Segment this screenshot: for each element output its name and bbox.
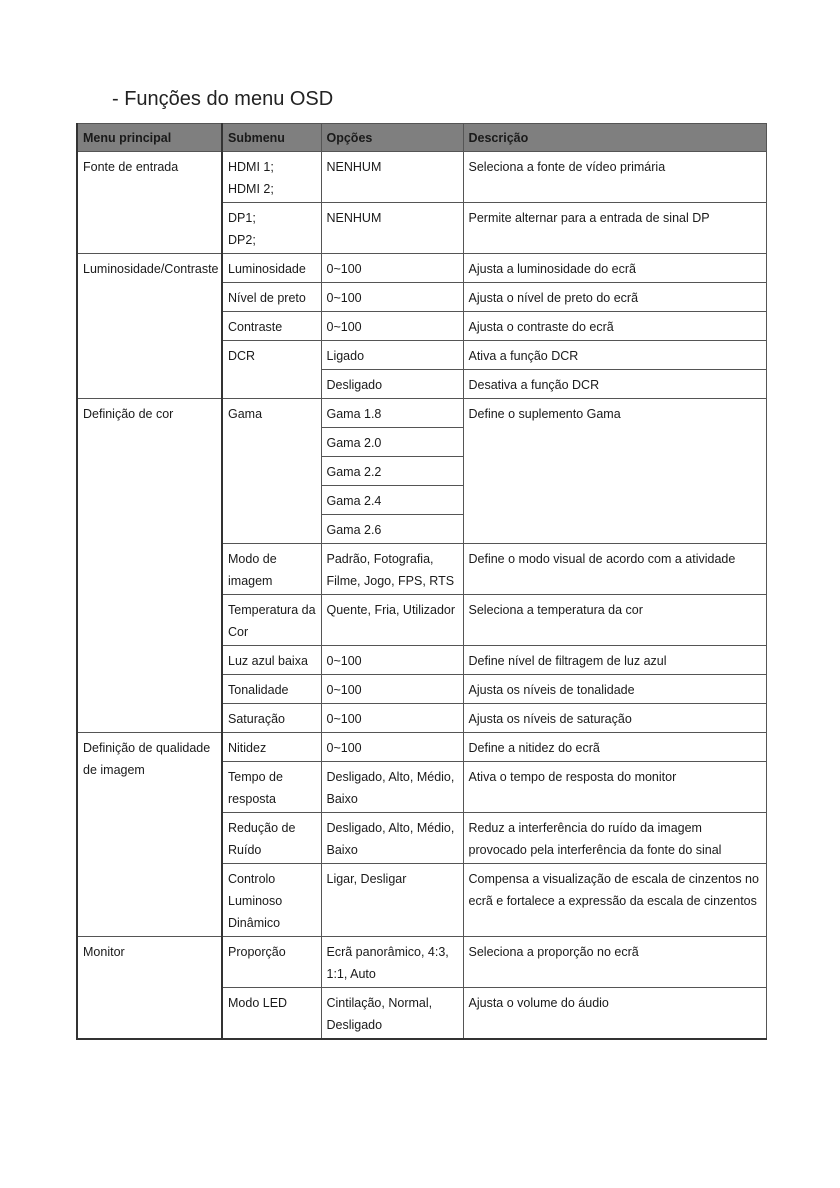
submenu-cell: Contraste bbox=[222, 312, 321, 341]
submenu-cell: HDMI 1; HDMI 2; bbox=[222, 152, 321, 203]
main-menu-cell: Definição de cor bbox=[77, 399, 222, 733]
submenu-cell: Tonalidade bbox=[222, 675, 321, 704]
options-cell: NENHUM bbox=[321, 203, 463, 254]
submenu-cell: Nitidez bbox=[222, 733, 321, 762]
main-menu-cell: Monitor bbox=[77, 937, 222, 1040]
description-cell: Compensa a visualização de escala de cinzentos no ecrã e fortalece a expressão da escala de cinzentos bbox=[463, 864, 766, 937]
description-cell: Seleciona a fonte de vídeo primária bbox=[463, 152, 766, 203]
description-cell: Desativa a função DCR bbox=[463, 370, 766, 399]
table-row bbox=[77, 733, 766, 762]
description-cell: Ajusta a luminosidade do ecrã bbox=[463, 254, 766, 283]
main-menu-cell: Fonte de entrada bbox=[77, 152, 222, 254]
main-menu-cell: Definição de qualidade de imagem bbox=[77, 733, 222, 937]
description-cell: Define a nitidez do ecrã bbox=[463, 733, 766, 762]
description-cell: Define o modo visual de acordo com a atividade bbox=[463, 544, 766, 595]
header-submenu: Submenu bbox=[222, 124, 321, 152]
submenu-cell: Nível de preto bbox=[222, 283, 321, 312]
description-cell: Ajusta o contraste do ecrã bbox=[463, 312, 766, 341]
submenu-cell: Tempo de resposta bbox=[222, 762, 321, 813]
options-cell: 0~100 bbox=[321, 312, 463, 341]
options-cell: 0~100 bbox=[321, 254, 463, 283]
options-cell: Gama 2.6 bbox=[321, 515, 463, 544]
options-cell: Gama 1.8 bbox=[321, 399, 463, 428]
main-menu-cell: Luminosidade/Contraste bbox=[77, 254, 222, 399]
description-cell: Seleciona a proporção no ecrã bbox=[463, 937, 766, 988]
header-description: Descrição bbox=[463, 124, 766, 152]
options-cell: 0~100 bbox=[321, 675, 463, 704]
submenu-cell: Luz azul baixa bbox=[222, 646, 321, 675]
submenu-cell: Saturação bbox=[222, 704, 321, 733]
description-cell: Ativa a função DCR bbox=[463, 341, 766, 370]
submenu-cell: Modo LED bbox=[222, 988, 321, 1040]
options-cell: Desligado, Alto, Médio, Baixo bbox=[321, 813, 463, 864]
options-cell: 0~100 bbox=[321, 283, 463, 312]
submenu-cell: Modo de imagem bbox=[222, 544, 321, 595]
options-cell: NENHUM bbox=[321, 152, 463, 203]
options-cell: Desligado, Alto, Médio, Baixo bbox=[321, 762, 463, 813]
submenu-cell: Temperatura da Cor bbox=[222, 595, 321, 646]
options-cell: Cintilação, Normal, Desligado bbox=[321, 988, 463, 1040]
submenu-cell: DP1; DP2; bbox=[222, 203, 321, 254]
options-cell: Gama 2.0 bbox=[321, 428, 463, 457]
table-header-row bbox=[77, 124, 766, 152]
options-cell: 0~100 bbox=[321, 704, 463, 733]
description-cell: Ajusta os níveis de saturação bbox=[463, 704, 766, 733]
options-cell: Padrão, Fotografia, Filme, Jogo, FPS, RTS bbox=[321, 544, 463, 595]
description-cell: Ativa o tempo de resposta do monitor bbox=[463, 762, 766, 813]
submenu-cell: Gama bbox=[222, 399, 321, 544]
table-row bbox=[77, 152, 766, 203]
description-cell: Seleciona a temperatura da cor bbox=[463, 595, 766, 646]
description-cell: Ajusta o nível de preto do ecrã bbox=[463, 283, 766, 312]
table-row bbox=[77, 399, 766, 428]
table-row bbox=[77, 254, 766, 283]
options-cell: Ecrã panorâmico, 4:3, 1:1, Auto bbox=[321, 937, 463, 988]
description-cell: Define nível de filtragem de luz azul bbox=[463, 646, 766, 675]
options-cell: Ligar, Desligar bbox=[321, 864, 463, 937]
page-title: - Funções do menu OSD bbox=[112, 88, 334, 110]
submenu-cell: Luminosidade bbox=[222, 254, 321, 283]
options-cell: Quente, Fria, Utilizador bbox=[321, 595, 463, 646]
options-cell: Gama 2.2 bbox=[321, 457, 463, 486]
submenu-cell: DCR bbox=[222, 341, 321, 399]
description-cell: Reduz a interferência do ruído da imagem provocado pela interferência da fonte do sinal bbox=[463, 813, 766, 864]
submenu-cell: Redução de Ruído bbox=[222, 813, 321, 864]
options-cell: 0~100 bbox=[321, 646, 463, 675]
osd-functions-table bbox=[76, 123, 767, 1040]
options-cell: Gama 2.4 bbox=[321, 486, 463, 515]
submenu-cell: Controlo Luminoso Dinâmico bbox=[222, 864, 321, 937]
options-cell: Desligado bbox=[321, 370, 463, 399]
description-cell: Ajusta o volume do áudio bbox=[463, 988, 766, 1040]
header-options: Opções bbox=[321, 124, 463, 152]
description-cell: Ajusta os níveis de tonalidade bbox=[463, 675, 766, 704]
table-row bbox=[77, 937, 766, 988]
submenu-cell: Proporção bbox=[222, 937, 321, 988]
header-main-menu: Menu principal bbox=[77, 124, 222, 152]
description-cell: Permite alternar para a entrada de sinal DP bbox=[463, 203, 766, 254]
options-cell: 0~100 bbox=[321, 733, 463, 762]
description-cell: Define o suplemento Gama bbox=[463, 399, 766, 544]
options-cell: Ligado bbox=[321, 341, 463, 370]
